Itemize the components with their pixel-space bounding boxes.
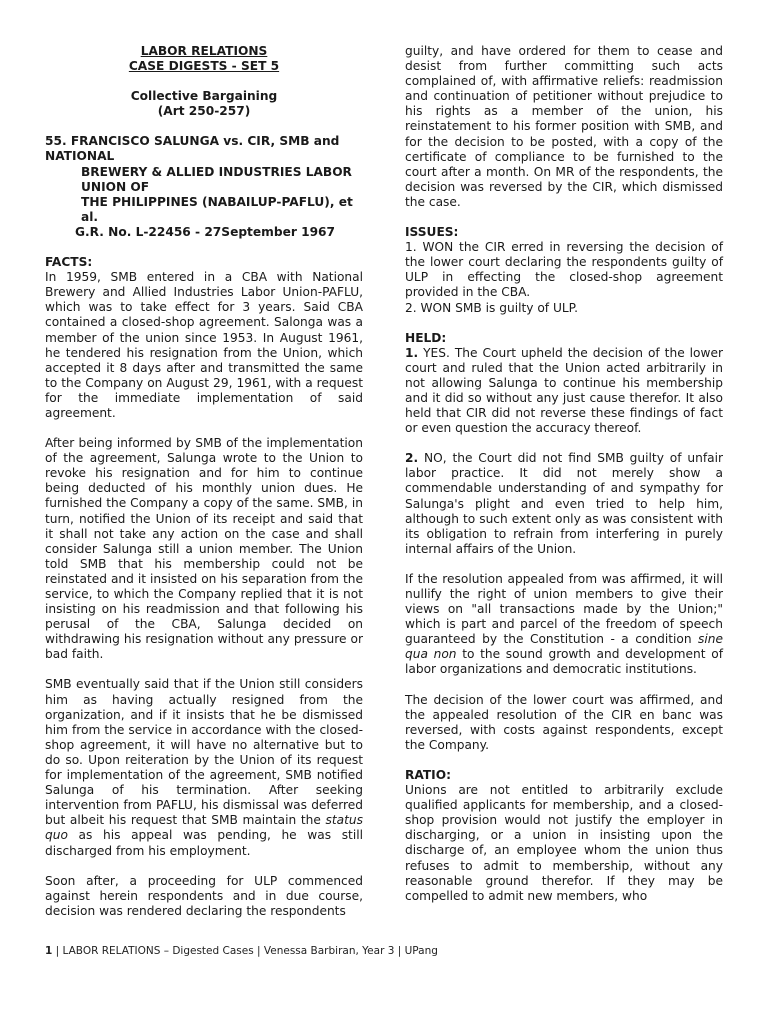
facts-paragraph-1: In 1959, SMB entered in a CBA with National Brewery and Allied Industries Labor Union-PAFLU, which was to take effect for 3 years. Said CBA contained a closed-shop agreement. Salonga was a member of the union since 1953. In August 1961, he tendered his resignation from the Union, which accepted it 8 days after and transmitted the same to the Company on August 29, 1961, with a request for the immediate implementation of said agreement. <box>45 270 363 420</box>
held-paragraph-3: If the resolution appealed from was affirmed, it will nullify the right of union members to give their views on "all transactions made by the Union;" which is part and parcel of the freedom of speech guaranteed by the Constitution - a condition sine qua non to the sound growth and development of labor organizations and democratic institutions. <box>405 571 723 677</box>
topic-articles: (Art 250-257) <box>157 104 251 119</box>
case-gr-number: G.R. No. L-22456 - 27September 1967 <box>75 224 336 239</box>
facts-paragraph-2: After being informed by SMB of the implementation of the agreement, Salunga wrote to the Union to revoke his resignation and for him to continue being deducted of his monthly union dues. He furnished the Company a copy of the same. SMB, in turn, notified the Union of its receipt and said that it shall not take any action on the case and shall consider Salunga still a union member. The Union told SMB that his membership could not be reinstated and it insisted on his separation from the service, to which the Company replied that it is not insisting on his readmission and that following his perusal of the CBA, Salunga decided on withdrawing his resignation without any pressure or bad faith. <box>45 436 363 662</box>
case-title <box>45 134 363 240</box>
held-paragraph-4: The decision of the lower court was affirmed, and the appealed resolution of the CIR en banc was reversed, with costs against respondents, except the Company. <box>405 692 723 752</box>
held-2: 2. NO, the Court did not find SMB guilty of unfair labor practice. It did not merely show a commendable understanding of and sympathy for Salunga's plight and even tried to help him, although to such extent only as was consistent with its obligation to refrain from interfering in purely internal affairs of the Union. <box>405 451 723 556</box>
issue-2: 2. WON SMB is guilty of ULP. <box>405 300 578 315</box>
issue-1: 1. WON the CIR erred in reversing the decision of the lower court declaring the respondents guilty of ULP in effecting the closed-shop agreement provided in the CBA. <box>405 240 723 300</box>
doc-subtitle: CASE DIGESTS - SET 5 <box>128 59 280 74</box>
held-heading: HELD: <box>405 330 447 345</box>
ratio-heading: RATIO: <box>405 767 451 782</box>
facts-paragraph-4-start: Soon after, a proceeding for ULP commenced against herein respondents and in due course, decision was rendered declaring the respondents <box>45 873 363 918</box>
facts-paragraph-3: SMB eventually said that if the Union still considers him as having actually resigned from the organization, and if it insists that he be dismissed him from the service in accordance with the closed-shop agreement, it will have no alternative but to do so. Upon reiteration by the Union of its request for implementation of the agreement, SMB notified Salunga of his termination. After seeking intervention from PAFLU, his dismissal was deferred but albeit his request that SMB maintain the status quo as his appeal was pending, he was still discharged from his employment. <box>45 677 363 858</box>
held-1: 1. YES. The Court upheld the decision of the lower court and ruled that the Union acted arbitrarily in not allowing Salunga to continue his membership and it did so without any just cause therefor. It also held that CIR did not reverse these findings of fact or even question the accuracy thereof. <box>405 345 723 436</box>
left-column <box>45 44 363 919</box>
case-title-line3: THE PHILIPPINES (NABAILUP-PAFLU), et al. <box>81 194 353 224</box>
facts-heading: FACTS: <box>45 255 93 270</box>
case-title-line2: BREWERY & ALLIED INDUSTRIES LABOR UNION OF <box>81 164 352 194</box>
facts-paragraph-4-continued: guilty, and have ordered for them to cease and desist from further committing such acts complained of, with affirmative reliefs: readmission and continuation of petitioner without prejudice to his rights as a member of the union, his reinstatement to his former position with SMB, and for the decision to be posted, with a copy of the certificate of compliance to be furnished to the court after a month. On MR of the respondents, the decision was reversed by the CIR, which dismissed the case. <box>405 44 723 209</box>
page-footer <box>45 944 725 958</box>
ratio-paragraph-1: Unions are not entitled to arbitrarily exclude qualified applicants for membership, and a closed-shop provision would not justify the employer in discharging, or a union in insisting upon the discharge of, an employee whom the union thus refuses to admit to membership, without any reasonable ground therefor. If they may be compelled to admit new members, who <box>405 783 723 903</box>
doc-title: LABOR RELATIONS <box>140 44 268 58</box>
case-title-line1: 55. FRANCISCO SALUNGA vs. CIR, SMB and NATIONAL <box>45 134 340 164</box>
topic-title: Collective Bargaining <box>130 89 278 104</box>
footer-text: | LABOR RELATIONS – Digested Cases | Venessa Barbiran, Year 3 | UPang <box>55 945 438 957</box>
right-column <box>405 44 723 904</box>
issues-heading: ISSUES: <box>405 225 459 240</box>
document-header <box>45 44 363 119</box>
page-number: 1 <box>45 945 53 957</box>
